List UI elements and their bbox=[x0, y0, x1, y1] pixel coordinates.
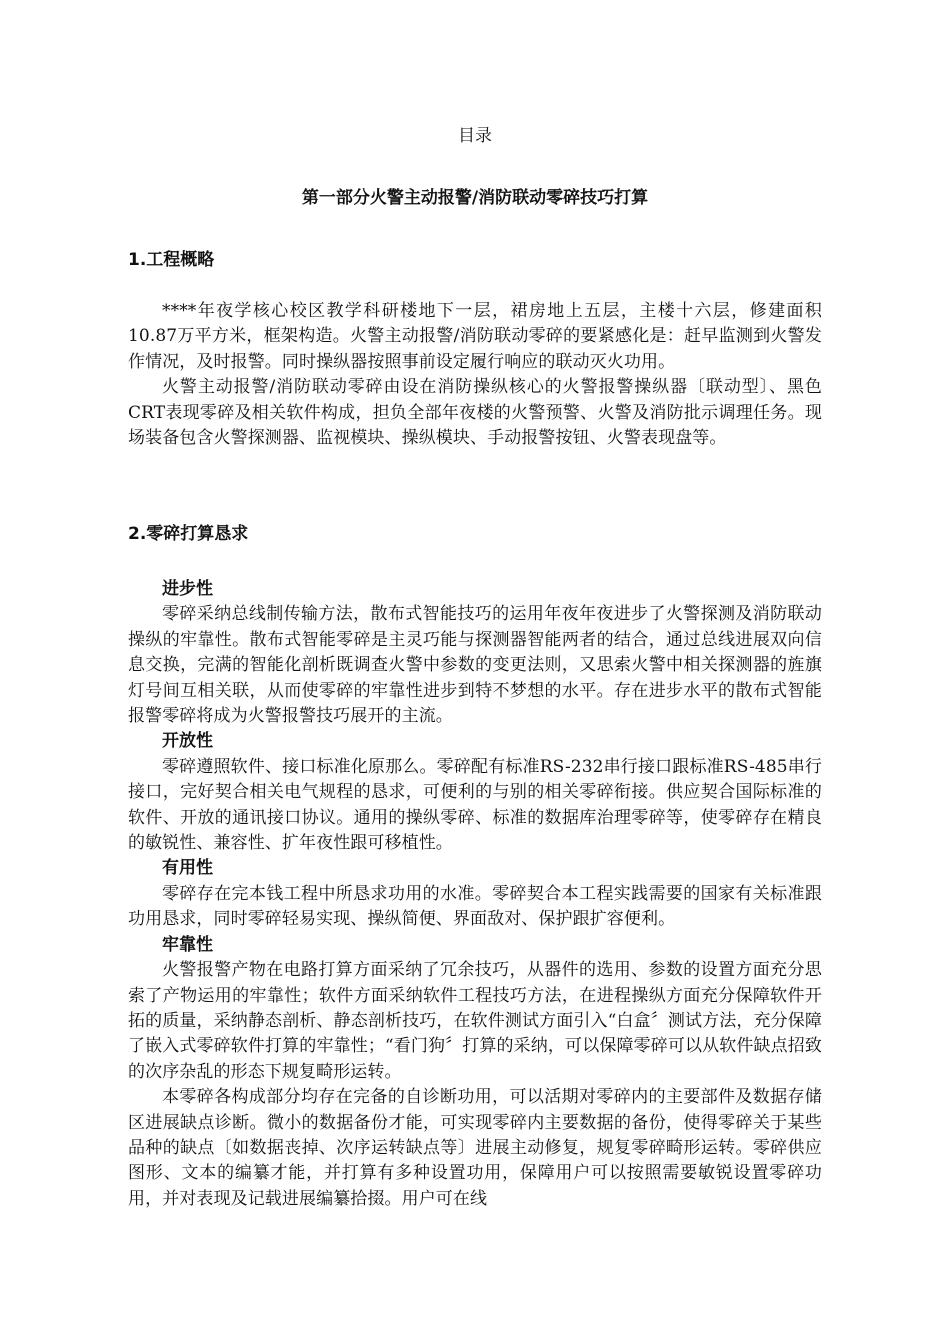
paragraph: 零碎采纳总线制传输方法，散布式智能技巧的运用年夜年夜进步了火警探测及消防联动操纵的牢靠性。散布式智能零碎是主灵巧能与探测器智能两者的结合，通过总线进展双向信息交换，完满的智能化剖析既调查火警中参数的变更法则，又思索火警中相关探测器的旌旗灯号间互相关联，从而使零碎的牢靠性进步到特不梦想的水平。存在进步水平的散布式智能报警零碎将成为火警报警技巧展开的主流。 bbox=[128, 604, 822, 727]
subheading-reliability: 牢靠性 bbox=[162, 934, 213, 955]
subheading-advanced: 进步性 bbox=[162, 579, 213, 599]
paragraph: 本零碎各构成部分均存在完备的自诊断功用，可以活期对零碎内的主要部件及数据存储区进展缺点诊断。微小的数据备份才能，可实现零碎内主要数据的备份，使得零碎关于某些品种的缺点〔如数据丧掉、次序运转缺点等〕进展主动修复，规复零碎畸形运转。零碎供应图形、文本的编纂才能，并打算有多种设置功用，保障用户可以按照需要敏锐设置零碎功用，并对表现及记载进展编纂拾掇。用户可在线 bbox=[128, 1087, 822, 1209]
paragraph: 火警报警产物在电路打算方面采纳了冗余技巧，从器件的选用、参数的设置方面充分思索了产物运用的牢靠性；软件方面采纳软件工程技巧方法，在进程操纵方面充分保障软件开拓的质量，采纳静态剖析、静态剖析技巧，在软件测试方面引入“白盒〞测试方法，充分保障了嵌入式零碎软件打算的牢靠性；“看门狗〞打算的采纳，可以保障零碎可以从软件缺点招致的次序杂乱的形态下规复畸形运转。 bbox=[128, 960, 822, 1082]
toc-title: 目录 bbox=[458, 126, 492, 146]
part-title: 第一部分火警主动报警/消防联动零碎技巧打算 bbox=[301, 188, 649, 208]
paragraph: 零碎存在完本钱工程中所恳求功用的水准。零碎契合本工程实践需要的国家有关标准跟功用恳求，同时零碎轻易实现、操纵简便、界面敌对、保护跟扩容便利。 bbox=[128, 883, 822, 930]
paragraph: 零碎遵照软件、接口标准化原那么。零碎配有标准RS-232串行接口跟标准RS-485串行接口，完好契合相关电气规程的恳求，可便利的与别的相关零碎衔接。供应契合国际标准的软件、开放的通讯接口协议。通用的操纵零碎、标准的数据库治理零碎等，使零碎存在精良的敏锐性、兼容性、扩年夜性跟可移植性。 bbox=[128, 756, 822, 854]
paragraph: ****年夜学核心校区教学科研楼地下一层，裙房地上五层，主楼十六层，修建面积10.87万平方米，框架构造。火警主动报警/消防联动零碎的要紧感化是：赶早监测到火警发作情况，及时报警。同时操纵器按照事前设定履行响应的联动灭火功用。 bbox=[128, 301, 822, 372]
section-heading-requirements: 2.零碎打算恳求 bbox=[128, 524, 249, 544]
subheading-openness: 开放性 bbox=[162, 731, 213, 752]
section-heading-overview: 1.工程概略 bbox=[128, 250, 215, 270]
paragraph: 火警主动报警/消防联动零碎由设在消防操纵核心的火警报警操纵器〔联动型〕、黑色CRT表现零碎及相关软件构成，担负全部年夜楼的火警预警、火警及消防批示调理任务。现场装备包含火警探测器、监视模块、操纵模块、手动报警按钮、火警表现盘等。 bbox=[128, 377, 822, 449]
requirements-body bbox=[128, 577, 822, 1212]
subheading-practicality: 有用性 bbox=[162, 858, 213, 879]
overview-body bbox=[128, 299, 822, 451]
